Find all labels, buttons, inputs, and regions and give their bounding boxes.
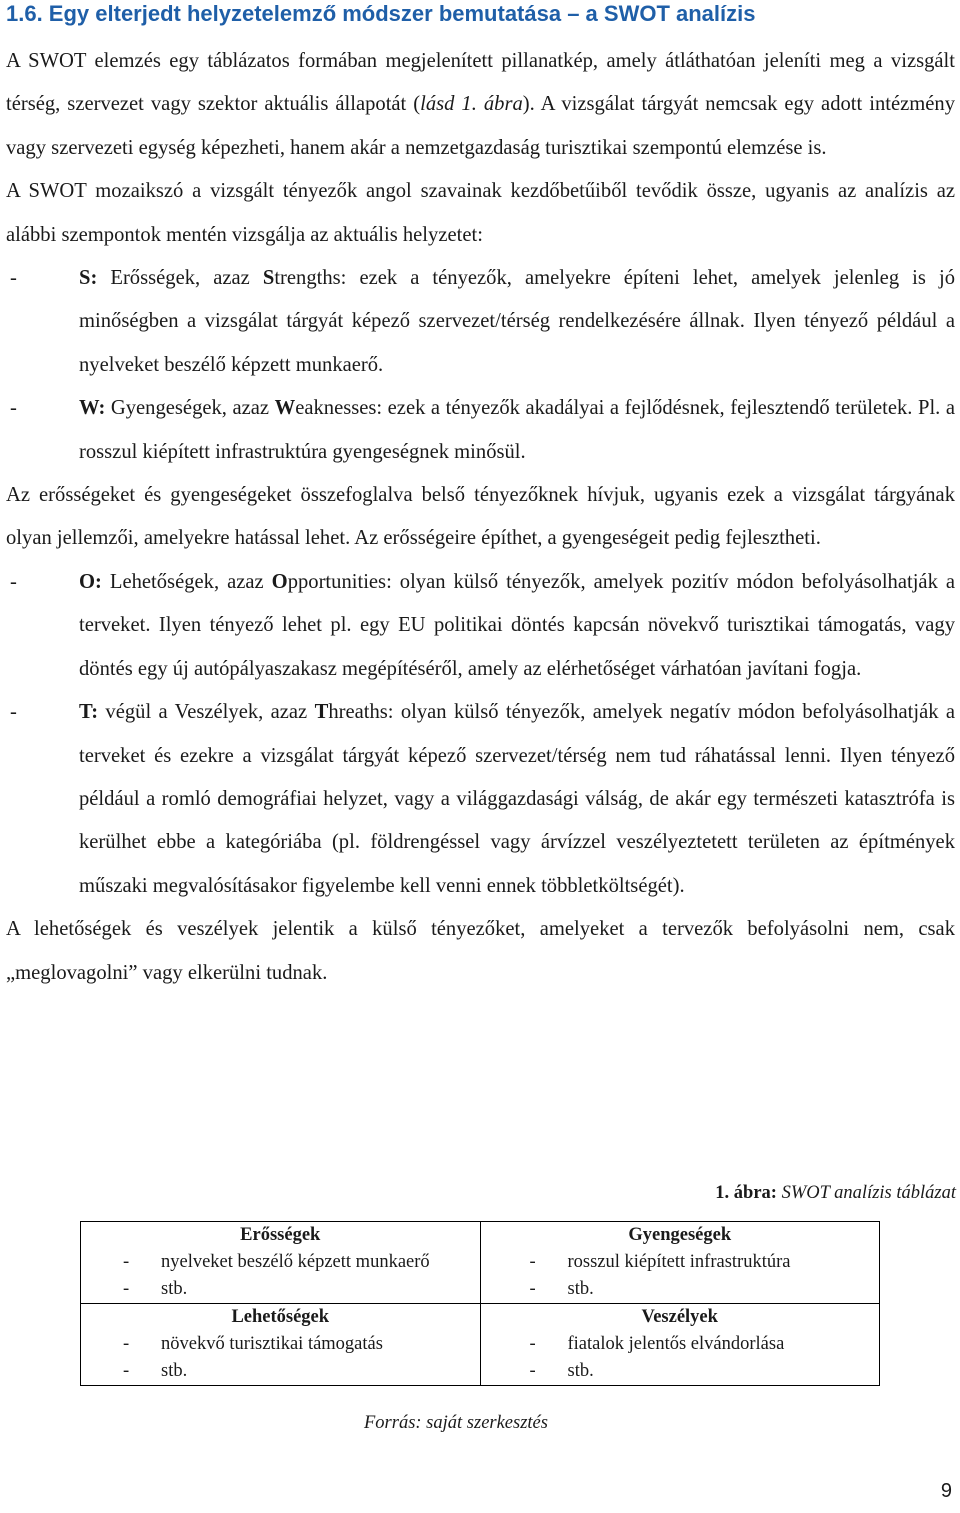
opportunities-item-1: növekvő turisztikai támogatás xyxy=(161,1334,383,1354)
list-item xyxy=(81,1276,480,1303)
threats-list xyxy=(481,1331,880,1385)
item-text: : olyan külső tényezők, amelyek pozitív módon befolyásolhatják a terveket. Ilyen tényező lehet pl. egy EU politikai döntés kapcsán növekvő turisztikai támogatás, vagy döntés egy új autópályaszakasz megépítéséről, amely az elérhetőséget várhatóan javítani fogja. xyxy=(79,570,955,680)
item-lead: Gyengeségek, azaz xyxy=(105,397,275,420)
list-item-content xyxy=(79,257,955,387)
middle-paragraph: Az erősségeket és gyengeségeket összefoglalva belső tényezőknek hívjuk, ugyanis ezek a vizsgálat tárgyának olyan jellemzői, amelyekre hatással lehet. Az erősségeire építhet, a gyengeségeit pedig fejlesztheti. xyxy=(6,484,955,550)
item-text: : olyan külső tényezők, amelyek negatív módon befolyásolhatják a terveket és ezekre a vizsgálat tárgyát képező szervezet/térség nem tud ráhatással lenni. Ilyen tényező például a romló demográfiai helyzet, vagy a világgazdasági válság, de akár egy természeti katasztrófa is kerülhet ebbe a kategóriába (pl. földrengéssel vagy árvízzel veszélyeztetett területen az építmények műszaki megvalósításakor figyelembe kell venni ennek többletköltségét). xyxy=(79,701,955,897)
bullet-dash: - xyxy=(529,1252,536,1272)
item-word-initial: T xyxy=(314,701,329,724)
list-item xyxy=(481,1358,880,1385)
list-dash: - xyxy=(10,570,17,593)
item-lead: végül a Veszélyek, azaz xyxy=(98,701,315,724)
item-letter: S: xyxy=(79,267,98,290)
list-item-opportunities xyxy=(6,561,955,691)
weaknesses-item-2: stb. xyxy=(567,1279,594,1299)
bullet-dash: - xyxy=(529,1334,536,1354)
bullet-dash: - xyxy=(529,1279,536,1299)
list-item xyxy=(481,1249,880,1276)
bullet-dash: - xyxy=(529,1361,536,1381)
weaknesses-cell xyxy=(480,1222,880,1304)
item-letter: O: xyxy=(79,570,102,593)
opportunities-cell xyxy=(81,1304,481,1386)
bullet-dash: - xyxy=(123,1334,130,1354)
list-dash: - xyxy=(10,701,17,724)
item-word-rest: trengths xyxy=(274,267,341,290)
intro-text-before: A SWOT elemzés egy táblázatos formában megjelenített pillanatkép, amely átláthatóan jeleníti meg a vizsgált térség, szervezet vagy szektor aktuális állapotát ( xyxy=(6,50,955,116)
closing-paragraph: A lehetőségek és veszélyek jelentik a külső tényezőket, amelyeket a tervezők befolyásolni nem, csak „meglovagolni” vagy elkerülni tudnak. xyxy=(6,918,955,984)
weaknesses-header: Gyengeségek xyxy=(628,1225,732,1245)
item-word-rest: hreaths xyxy=(328,701,388,724)
list-dash: - xyxy=(10,397,17,420)
item-word-initial: W xyxy=(274,397,296,420)
intro-text-after: ). A vizsgálat tárgyát nemcsak egy adott intézmény vagy szervezeti egység képezheti, hanem akár a nemzetgazdaság turisztikai szempontú elemzése is. xyxy=(6,93,955,159)
list-item-weaknesses xyxy=(6,387,955,474)
figure-reference: lásd 1. ábra xyxy=(420,93,523,116)
bullet-dash: - xyxy=(123,1252,130,1272)
strengths-item-1: nyelveket beszélő képzett munkaerő xyxy=(161,1252,430,1272)
intro-paragraph-2: A SWOT mozaikszó a vizsgált tényezők angol szavainak kezdőbetűiből tevődik össze, ugyanis az analízis az alábbi szempontok mentén vizsgálja az aktuális helyzetet: xyxy=(6,180,955,246)
figure-caption xyxy=(715,1180,956,1206)
item-word-initial: S xyxy=(262,267,275,290)
intro-paragraph-1 xyxy=(6,40,955,170)
strengths-list xyxy=(81,1249,480,1303)
threats-header: Veszélyek xyxy=(641,1307,718,1327)
list-item-threats xyxy=(6,691,955,908)
list-item-content xyxy=(79,561,955,691)
strengths-header: Erősségek xyxy=(240,1225,321,1245)
item-letter: W: xyxy=(79,397,106,420)
page-number: 9 xyxy=(940,1480,952,1502)
opportunities-list xyxy=(81,1331,480,1385)
figure-source: Forrás: saját szerkesztés xyxy=(364,1413,548,1433)
list-item-content xyxy=(79,387,955,474)
strengths-cell xyxy=(81,1222,481,1304)
body-text xyxy=(6,40,955,995)
list-item xyxy=(481,1331,880,1358)
item-word-rest: eaknesses xyxy=(295,397,377,420)
swot-table xyxy=(80,1221,880,1386)
item-word-initial: O xyxy=(271,570,288,593)
item-text: : ezek a tényezők, amelyekre építeni lehet, amelyek jelenleg is jó minőségben a vizsgálat tárgyát képező szervezet/térség rendelkezésére állnak. Ilyen tényező például a nyelveket beszélő képzett munkaerő. xyxy=(79,267,955,376)
list-item xyxy=(81,1331,480,1358)
item-lead: Lehetőségek, azaz xyxy=(101,570,272,593)
item-text: : ezek a tényezők akadályai a fejlődésnek, fejlesztendő területek. Pl. a rosszul kiépített infrastruktúra gyengeségnek minősül. xyxy=(79,397,955,463)
strengths-item-2: stb. xyxy=(161,1279,188,1299)
bullet-dash: - xyxy=(123,1279,130,1299)
weaknesses-list xyxy=(481,1249,880,1303)
list-item-content xyxy=(79,691,955,908)
opportunities-item-2: stb. xyxy=(161,1361,188,1381)
figure-caption-title: SWOT analízis táblázat xyxy=(776,1183,956,1203)
threats-cell xyxy=(480,1304,880,1386)
figure-caption-label: 1. ábra: xyxy=(715,1183,777,1203)
list-dash: - xyxy=(10,267,17,290)
list-item xyxy=(81,1358,480,1385)
list-item xyxy=(481,1276,880,1303)
section-heading: 1.6. Egy elterjedt helyzetelemző módszer bemutatása – a SWOT analízis xyxy=(6,1,756,26)
threats-item-1: fiatalok jelentős elvándorlása xyxy=(567,1334,785,1354)
item-lead: Erősségek, azaz xyxy=(97,267,263,290)
list-item-strengths xyxy=(6,257,955,387)
bullet-dash: - xyxy=(123,1361,130,1381)
item-word-rest: pportunities xyxy=(287,570,387,593)
item-letter: T: xyxy=(79,701,99,724)
threats-item-2: stb. xyxy=(567,1361,594,1381)
weaknesses-item-1: rosszul kiépített infrastruktúra xyxy=(567,1252,791,1272)
list-item xyxy=(81,1249,480,1276)
opportunities-header: Lehetőségek xyxy=(231,1307,330,1327)
